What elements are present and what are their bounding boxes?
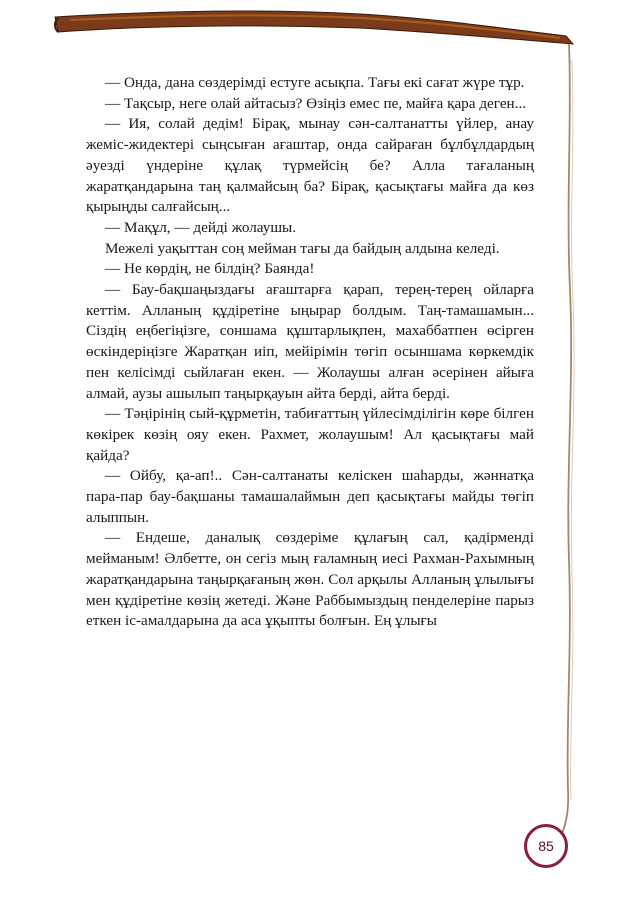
paragraph-2: — Тақсыр, неге олай айтасыз? Өзіңіз емес пе, майға қара деген...	[105, 94, 527, 112]
paragraph-6: — Не көрдің, не білдің? Баянда!	[105, 260, 315, 278]
story-text	[86, 73, 534, 632]
paragraph-4: — Мақұл, — дейді жолаушы.	[105, 218, 297, 236]
paragraph-8: — Тәңірінің сый-құрметін, табиғаттың үйлесімділігін көре білген көкірек көзің ояу екен. Рахмет, жолаушым! Ал қасықтағы май қайда?	[86, 405, 534, 464]
paragraph-10: — Ендеше, даналық сөздеріме құлағың сал, қадірменді мейманым! Әлбетте, он сегіз мың ғаламның иесі Рахман-Рахымның жаратқандарына таңырқағаның жөн. Сол арқылы Алланың ұлылығы мен құдіретіне көзің жетеді. Және Раббымыздың пенделеріне парыз еткен іс-амалдарына да аса ұқыпты болғын. Ең ұлығы	[86, 529, 534, 630]
hanging-line-right	[560, 44, 571, 838]
page-number-circle	[524, 824, 568, 868]
paragraph-9: — Ойбу, қа-ап!.. Сән-салтанаты келіскен шаһарды, жәннатқа пара-пар бау-бақшаны тамашалаймын деп қасықтағы майды төгіп алыппын.	[86, 467, 534, 526]
paragraph-3: — Ия, солай дедім! Бірақ, мынау сән-салтанатты үйлер, анау жеміс-жидектері сыңсыған ағаштар, онда сайраған бұлбұлдардың әуезді үндеріне құлақ түрмейсің бе? Алла тағаланың жаратқандарына таң қалмайсың ба? Бірақ, қасықтағы майға да көз қырыңды салғайсың...	[86, 115, 534, 216]
paragraph-7: — Бау-бақшаңыздағы ағаштарға қарап, терең-терең ойларға кеттім. Алланың құдіретіне ыңырар болдым. Таң-тамашамын... Сіздің еңбегіңізге, соншама құштарлықпен, махаббатпен өсірген өскіндеріңізге Жаратқан иіп, мейірімін төгіп осыншама көркемдік пен келісімді сыйлаған екен. — Жолаушы алған әсерінен айыға алмай, аузы ашылып таңырқауын айта берді, айта берді.	[86, 281, 534, 402]
paragraph-1: — Онда, дана сөздерімді естуге асықпа. Тағы екі сағат жүре тұр.	[105, 74, 525, 91]
paragraph-5: Межелі уақыттан соң мейман тағы да байдың алдына келеді.	[105, 239, 500, 257]
hanging-line-shadow	[571, 60, 575, 800]
page-number: 85	[538, 838, 554, 854]
